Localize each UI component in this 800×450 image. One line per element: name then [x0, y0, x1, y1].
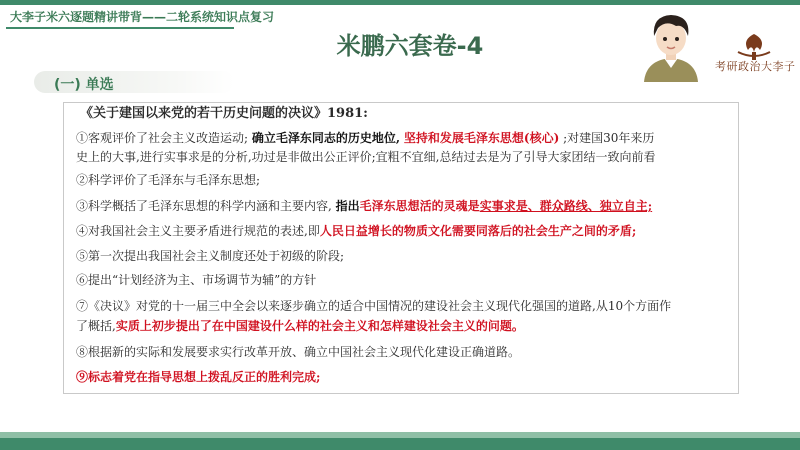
header-underline: [6, 27, 234, 29]
list-item: ⑤第一次提出我国社会主义制度还处于初级的阶段;: [76, 249, 345, 263]
list-item-continuation: 了概括,实质上初步提出了在中国建设什么样的社会主义和怎样建设社会主义的问题。: [76, 319, 524, 333]
list-item: ③科学概括了毛泽东思想的科学内涵和主要内容, 指出毛泽东思想活的灵魂是实事求是、群众路线、独立自主;: [76, 199, 653, 213]
top-accent-bar: [0, 0, 800, 5]
list-item: ⑧根据新的实际和发展要求实行改革开放、确立中国社会主义现代化建设正确道路。: [76, 345, 521, 359]
logo-text: 考研政治大李子: [715, 60, 796, 73]
list-item: ②科学评价了毛泽东与毛泽东思想;: [76, 173, 261, 187]
list-item: ④对我国社会主义主要矛盾进行规范的表述,即人民日益增长的物质文化需要同落后的社会生产之间的矛盾;: [76, 224, 637, 238]
document-title: 《关于建国以来党的若干历史问题的决议》1981:: [80, 106, 368, 121]
cartoon-avatar: [636, 8, 706, 82]
section-tab: [34, 71, 234, 93]
course-title: 大李子米六逐题精讲带背——二轮系统知识点复习: [10, 10, 275, 24]
list-item-continuation: 史上的大事,进行实事求是的分析,功过是非做出公正评价;宜粗不宜细,总结过去是为了引导大家团结一致向前看: [76, 150, 656, 164]
list-item: ⑦《决议》对党的十一届三中全会以来逐步确立的适合中国情况的建设社会主义现代化强国的道路,从10个方面作: [76, 299, 672, 313]
list-item: ①客观评价了社会主义改造运动; 确立毛泽东同志的历史地位, 坚持和发展毛泽东思想(核心) ;对建国30年来历: [76, 131, 655, 145]
list-item: ⑥提出“计划经济为主、市场调节为辅”的方针: [76, 273, 317, 287]
list-item: ⑨标志着党在指导思想上拨乱反正的胜利完成;: [76, 370, 321, 384]
slide-title: 米鹏六套卷-4: [336, 32, 484, 60]
bottom-accent-bar: [0, 438, 800, 450]
section-label: (一) 单选: [54, 77, 114, 93]
